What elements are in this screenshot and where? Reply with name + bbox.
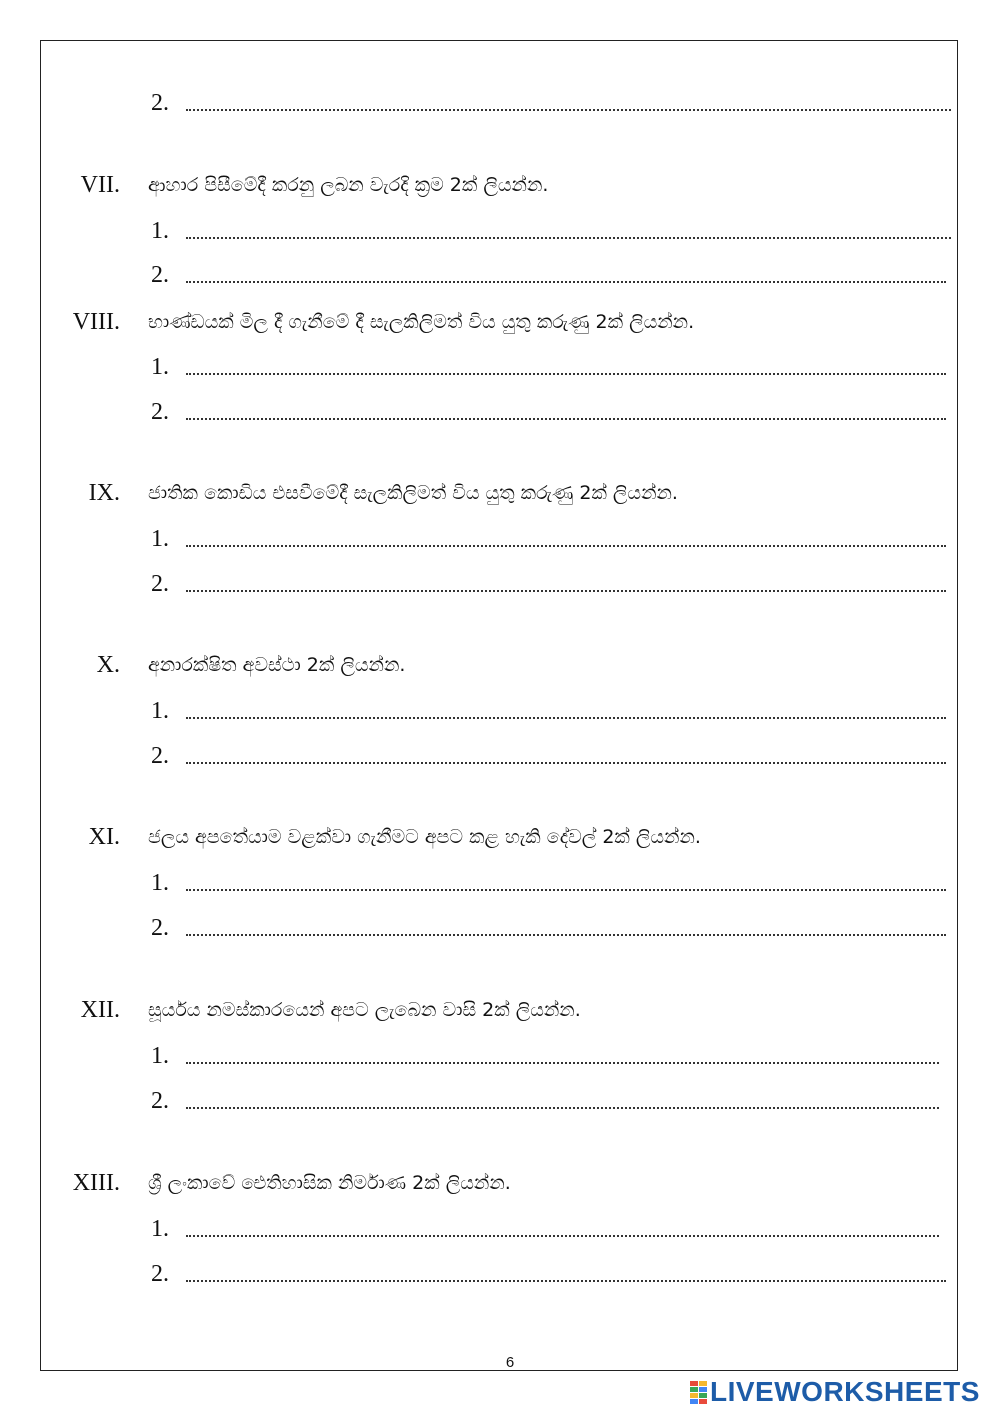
question-row	[0, 650, 1000, 680]
answer-number: 2.	[151, 90, 169, 116]
answer-number: 1.	[151, 526, 169, 552]
question-numeral: VII.	[80, 172, 120, 198]
question-text: ආහාර පිසීමේදී කරනු ලබන වැරදි ක්‍රම 2ක් ලියන්න.	[148, 174, 549, 196]
answer-dots[interactable]	[186, 109, 951, 111]
answer-number: 1.	[151, 698, 169, 724]
answer-line	[0, 696, 1000, 726]
question-numeral: X.	[96, 652, 120, 678]
answer-number: 1.	[151, 1043, 169, 1069]
answer-line	[0, 569, 1000, 599]
liveworksheets-logo-icon	[690, 1381, 706, 1403]
answer-number: 2.	[151, 262, 169, 288]
answer-line	[0, 913, 1000, 943]
answer-number: 1.	[151, 870, 169, 896]
answer-dots[interactable]	[186, 1280, 946, 1282]
question-text: අනාරක්ෂිත අවස්ථා 2ක් ලියන්න.	[148, 654, 406, 676]
answer-number: 2.	[151, 915, 169, 941]
answer-line	[0, 88, 1000, 118]
question-text: සූර්යය නමස්කාරයෙන් අපට ලැබෙන වාසි 2ක් ලියන්න.	[148, 999, 581, 1021]
question-row	[0, 170, 1000, 200]
answer-line	[0, 216, 1000, 246]
answer-dots[interactable]	[186, 237, 951, 239]
question-row	[0, 995, 1000, 1025]
question-numeral: IX.	[88, 480, 120, 506]
answer-line	[0, 868, 1000, 898]
answer-dots[interactable]	[186, 889, 946, 891]
answer-dots[interactable]	[186, 590, 946, 592]
question-text: ශ්‍රී ලංකාවේ ඓතිහාසික නිර්මාණ 2ක් ලියන්න.	[148, 1172, 511, 1194]
answer-line	[0, 1086, 1000, 1116]
answer-dots[interactable]	[186, 545, 946, 547]
answer-dots[interactable]	[186, 373, 946, 375]
question-text: ජාතික කොඩිය එසවීමේදී සැලකිලිමත් විය යුතු කරුණු 2ක් ලියන්න.	[148, 482, 678, 504]
answer-line	[0, 524, 1000, 554]
answer-line	[0, 352, 1000, 382]
liveworksheets-brand[interactable]	[690, 1375, 980, 1409]
question-row	[0, 478, 1000, 508]
question-numeral: XI.	[88, 824, 120, 850]
answer-line	[0, 1259, 1000, 1289]
answer-dots[interactable]	[186, 762, 946, 764]
answer-dots[interactable]	[186, 418, 946, 420]
answer-line	[0, 260, 1000, 290]
answer-number: 2.	[151, 1088, 169, 1114]
answer-number: 2.	[151, 399, 169, 425]
answer-line	[0, 1041, 1000, 1071]
answer-number: 2.	[151, 1261, 169, 1287]
answer-dots[interactable]	[186, 717, 946, 719]
question-text: භාණ්ඩයක් මිල දී ගැනීමේ දී සැලකිලිමත් විය යුතු කරුණු 2ක් ලියන්න.	[148, 311, 695, 333]
answer-number: 1.	[151, 354, 169, 380]
answer-dots[interactable]	[186, 1107, 939, 1109]
answer-dots[interactable]	[186, 1235, 939, 1237]
question-row	[0, 822, 1000, 852]
answer-line	[0, 741, 1000, 771]
question-numeral: VIII.	[72, 309, 120, 335]
answer-number: 1.	[151, 1216, 169, 1242]
answer-line	[0, 397, 1000, 427]
answer-number: 2.	[151, 743, 169, 769]
page-number: 6	[505, 1354, 515, 1371]
question-row	[0, 1168, 1000, 1198]
question-row	[0, 307, 1000, 337]
answer-dots[interactable]	[186, 1062, 939, 1064]
question-numeral: XIII.	[72, 1170, 120, 1196]
answer-dots[interactable]	[186, 934, 946, 936]
answer-number: 1.	[151, 218, 169, 244]
answer-dots[interactable]	[186, 281, 946, 283]
answer-number: 2.	[151, 571, 169, 597]
answer-line	[0, 1214, 1000, 1244]
question-numeral: XII.	[80, 997, 120, 1023]
question-text: ජලය අපතේයාම වළක්වා ගැනීමට අපට කළ හැකි දේවල් 2ක් ලියන්න.	[148, 826, 701, 848]
brand-name: LIVEWORKSHEETS	[710, 1376, 980, 1407]
